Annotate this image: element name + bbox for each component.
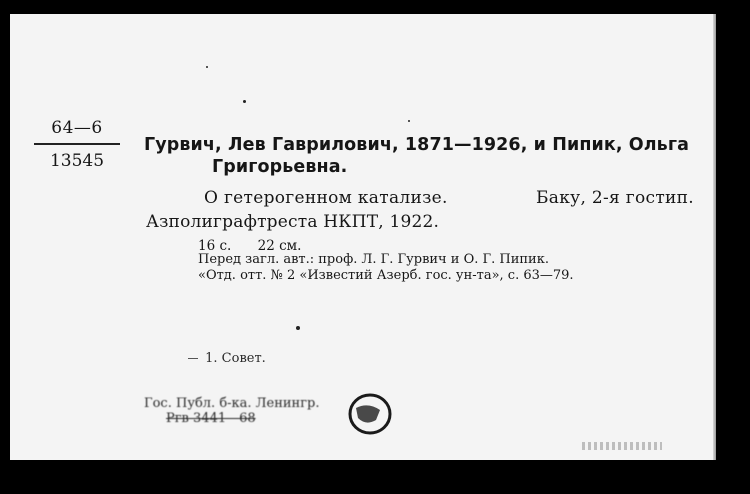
library-stamp-text [144, 396, 319, 426]
library-stamp-icon [346, 392, 394, 436]
shelfmark [32, 118, 122, 171]
scan-edge [713, 14, 716, 460]
subject-dash [188, 358, 198, 359]
note-offprint: «Отд. отт. № 2 «Известий Азерб. гос. ун-та», с. 63—79. [198, 268, 574, 283]
scan-speck [408, 120, 410, 122]
author-heading [144, 134, 704, 178]
book-title: О гетерогенном катализе. [204, 188, 448, 208]
library-line2: Ргв 3441—68 [166, 411, 256, 426]
scan-speck [243, 100, 246, 103]
shelfmark-divider [34, 143, 120, 145]
catalog-card [10, 14, 716, 460]
publisher-line: Азполиграфтреста НКПТ, 1922. [146, 212, 440, 232]
shelfmark-bottom: 13545 [49, 151, 105, 171]
collation-size: 22 см. [257, 238, 302, 254]
scan-smudge [582, 442, 662, 450]
subject-heading [188, 351, 266, 366]
title-line [204, 188, 694, 208]
library-line1: Гос. Публ. б-ка. Ленингр. [144, 396, 320, 411]
author-heading-line2: Григорьевна. [212, 157, 348, 177]
shelfmark-top: 64—6 [51, 118, 103, 138]
collation-pages: 16 с. [198, 238, 232, 254]
author-heading-line1: Гурвич, Лев Гаврилович, 1871—1926, и Пипик, Ольга [144, 135, 689, 155]
subject-heading-text: 1. Совет. [205, 351, 266, 366]
scan-speck [296, 326, 300, 330]
imprint-place: Баку, 2-я гостип. [536, 188, 694, 208]
scan-speck [206, 66, 208, 68]
note-authors: Перед загл. авт.: проф. Л. Г. Гурвич и О. Г. Пипик. [198, 252, 549, 267]
